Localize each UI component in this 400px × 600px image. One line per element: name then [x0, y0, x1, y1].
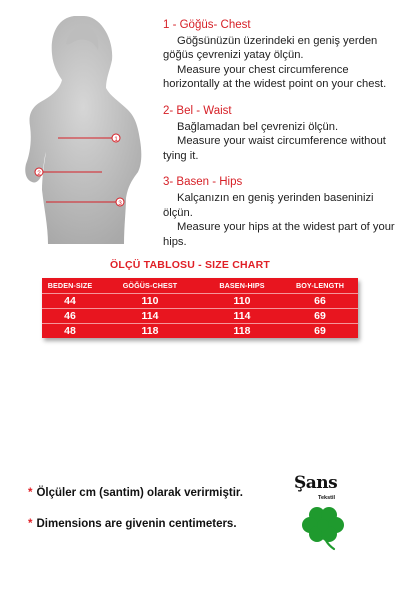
chest-title: 1 - Göğüs- Chest: [163, 19, 251, 31]
four-leaf-clover-icon: [300, 503, 346, 551]
header-hips: BASEN-HIPS: [219, 281, 265, 290]
note-english: [28, 518, 237, 530]
chest-text-en: Measure your chest circumference horizontally at the widest point on your chest.: [163, 63, 387, 91]
measurement-instructions: [163, 18, 395, 261]
cell-hips: 110: [233, 295, 251, 307]
silhouette-shape: [25, 16, 141, 244]
brand-name: Şans: [294, 473, 338, 493]
header-size: BEDEN-SIZE: [47, 281, 93, 290]
cell-size: 46: [64, 310, 76, 322]
header-length: BOY-LENGTH: [295, 281, 345, 290]
table-row: [42, 309, 358, 324]
brand-logo: [294, 473, 374, 553]
asterisk-icon: *: [28, 518, 33, 530]
body-silhouette-figure: [14, 14, 154, 244]
note-turkish: [28, 487, 243, 499]
hips-text-en: Measure your hips at the widest part of your hips.: [163, 221, 395, 248]
size-chart-table: [42, 278, 358, 338]
chest-instruction: [163, 18, 395, 92]
cell-hips: 114: [233, 310, 251, 322]
asterisk-icon: *: [28, 487, 33, 499]
cell-length: 66: [314, 295, 326, 307]
chest-marker-label: 1: [114, 135, 118, 143]
chest-text-tr: Göğsünüzün üzerindeki en geniş yerden göğüs çevrenizi yatay ölçün.: [163, 34, 378, 62]
note-turkish-text: Ölçüler cm (santim) olarak verirmiştir.: [36, 487, 243, 499]
hips-marker-label: 3: [118, 199, 122, 207]
brand-subtitle: Tekstil: [318, 495, 336, 501]
hips-text-tr: Kalçanızın en geniş yerinden baseninizi ölçün.: [163, 191, 374, 219]
table-row: [42, 324, 358, 338]
waist-instruction: [163, 104, 395, 163]
waist-marker-label: 2: [37, 169, 41, 177]
table-row: [42, 294, 358, 309]
note-english-text: Dimensions are givenin centimeters.: [36, 518, 237, 530]
hips-title: 3- Basen - Hips: [163, 176, 243, 189]
cell-hips: 118: [233, 325, 251, 337]
size-chart-header-row: [42, 278, 358, 294]
waist-text-en: Measure your waist circumference without tying it.: [163, 135, 386, 162]
cell-chest: 118: [141, 325, 159, 337]
cell-length: 69: [314, 310, 326, 322]
hips-instruction: [163, 175, 395, 249]
cell-size: 48: [64, 325, 76, 337]
cell-size: 44: [64, 295, 76, 307]
cell-length: 69: [314, 325, 326, 337]
header-chest: GÖĞÜS-CHEST: [122, 281, 178, 290]
cell-chest: 110: [141, 295, 159, 307]
waist-text-tr: Bağlamadan bel çevrenizi ölçün.: [177, 120, 339, 133]
waist-title: 2- Bel - Waist: [163, 104, 232, 117]
size-chart-title: ÖLÇÜ TABLOSU - SIZE CHART: [110, 259, 270, 271]
cell-chest: 114: [141, 310, 159, 322]
